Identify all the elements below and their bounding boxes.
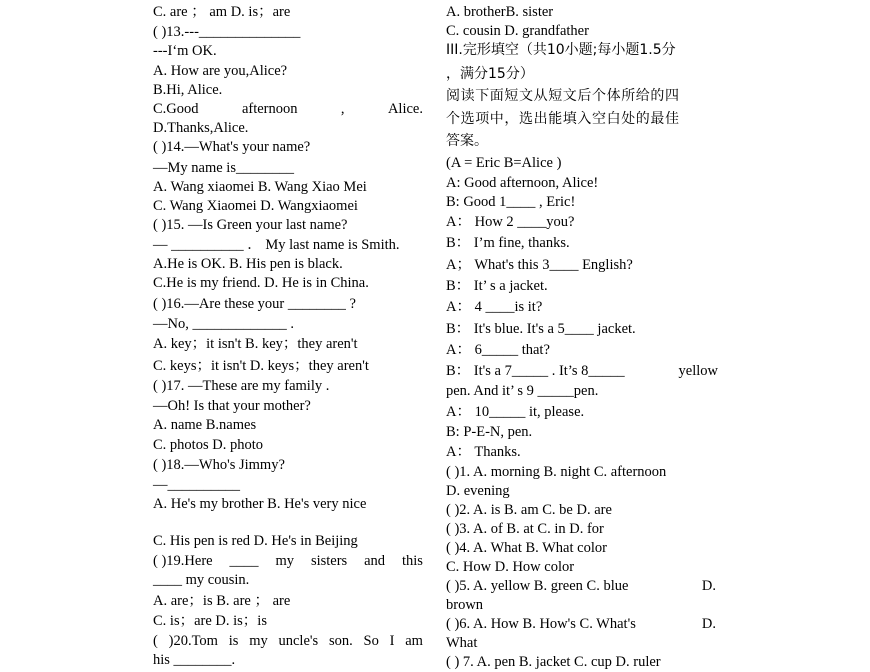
dialogue-line: A： How 2 ____you? [446,214,575,230]
dialogue-line: A： 6_____ that? [446,342,550,358]
text-line: C.He is my friend. D. He is in China. [153,275,369,291]
dialogue-line: B： It’ s a jacket. [446,278,548,294]
word: I [389,633,395,649]
text-line: C. How D. How color [446,559,575,575]
text-line: D.Thanks,Alice. [153,120,249,136]
word: ( )5. A. yellow B. green C. blue [446,578,629,594]
text-line: ____ my cousin. [153,572,250,588]
instruction-line: 个选项中，选出能填入空白处的最佳 [446,111,680,127]
instruction-line: 答案。 [446,133,488,149]
dialogue-line: A: Good afternoon, Alice! [446,175,599,191]
word: am [405,633,423,649]
question-13: ( )13.---______________ [153,24,301,40]
text-line: B.Hi, Alice. [153,82,223,98]
text-line: C. cousin D. grandfather [446,23,589,39]
text-line: What [446,635,478,651]
word: C.Good [153,101,199,117]
question-14: ( )14.—What's your name? [153,139,311,155]
text-line: C. is；are D. is；is [153,613,267,629]
text-line: A. key；it isn't B. key；they aren't [153,336,358,352]
text-line: A. Wang xiaomei B. Wang Xiao Mei [153,179,367,195]
text-line: (A = Eric B=Alice ) [446,155,562,171]
cloze-question-3: ( )3. A. of B. at C. in D. for [446,521,604,537]
text-line: C. Wang Xiaomei D. Wangxiaomei [153,198,358,214]
question-16: ( )16.—Are these your ________ ? [153,296,356,312]
dialogue-line: A： 10_____ it, please. [446,404,585,420]
text-line: brown [446,597,484,613]
text-line: — __________ ． My last name is Smith. [153,237,400,253]
instruction-line: 阅读下面短文从短文后个体所给的四 [446,88,680,104]
dialogue-line: A： 4 ____is it? [446,299,543,315]
option-line [153,100,423,118]
text-line: —My name is________ [153,160,294,176]
word: and [364,553,386,569]
cloze-question-4: ( )4. A. What B. What color [446,540,607,556]
dialogue-line: B： I’m fine, thanks. [446,235,570,251]
question-20 [153,632,423,650]
cloze-question-2: ( )2. A. is B. am C. be D. are [446,502,612,518]
question-17: ( )17. —These are my family . [153,378,330,394]
word: ____ [229,553,259,569]
word: ( )6. A. How B. How's C. What's [446,616,636,632]
word: ( )19.Here [153,553,213,569]
text-line: A.He is OK. B. His pen is black. [153,256,343,272]
text-line: A. are；is B. are ； are [153,593,291,609]
word: son. [328,633,353,649]
word: sisters [310,553,348,569]
word: uncle's [278,633,319,649]
word: ( [153,633,158,649]
text-line: —__________ [153,477,240,493]
word: So [363,633,379,649]
text-line: C. photos D. photo [153,437,263,453]
text-line: D. evening [446,483,510,499]
text-line: C. are ； am D. is；are [153,4,291,20]
question-18: ( )18.—Who's Jimmy? [153,457,285,473]
text-line: —Oh! Is that your mother? [153,398,311,414]
text-line: A. name B.names [153,417,257,433]
word: my [249,633,268,649]
word: yellow [678,363,718,379]
word: , [340,101,345,117]
text-line: ---I‘m OK. [153,43,217,59]
text-line: A. He's my brother B. He's very nice [153,496,367,512]
cloze-question-7: ( ) 7. A. pen B. jacket C. cup D. ruler [446,654,661,670]
cloze-question-1: ( )1. A. morning B. night C. afternoon [446,464,667,480]
word: D. [701,616,716,632]
text-line: C. His pen is red D. He's in Beijing [153,533,358,549]
word: D. [701,578,716,594]
question-19 [153,552,423,570]
dialogue-line: A： Thanks. [446,444,521,460]
word: afternoon [241,101,298,117]
text-line: C. keys；it isn't D. keys；they aren't [153,358,369,374]
word: B： It's a 7_____ . It’s 8_____ [446,363,625,379]
word: Alice. [387,101,423,117]
text-line: A. brotherB. sister [446,4,554,20]
dialogue-line [446,362,718,380]
dialogue-line: B: Good 1____ , Eric! [446,194,576,210]
question-15: ( )15. —Is Green your last name? [153,217,348,233]
section-heading: III.完形填空（共10小题;每小题1.5分 [446,42,676,58]
word: is [228,633,239,649]
dialogue-line: B： It's blue. It's a 5____ jacket. [446,321,636,337]
word: my [275,553,294,569]
cloze-question-5 [446,577,716,595]
section-heading-cont: ，满分15分） [446,66,534,82]
text-line: his ________. [153,652,236,668]
word: this [402,553,423,569]
text-line: —No, _____________ . [153,316,294,332]
word: )20.Tom [168,633,218,649]
cloze-question-6 [446,615,716,633]
dialogue-line: pen. And it’ s 9 _____pen. [446,383,599,399]
dialogue-line: A； What's this 3____ English? [446,257,633,273]
dialogue-line: B: P-E-N, pen. [446,424,533,440]
text-line: A. How are you,Alice? [153,63,288,79]
